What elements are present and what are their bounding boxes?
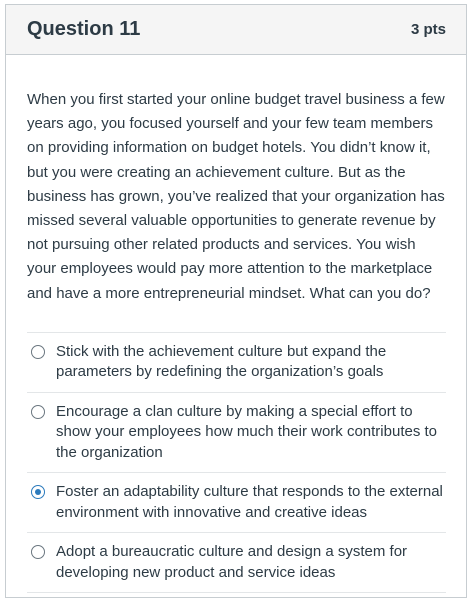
answer-label[interactable]: Adopt a bureaucratic culture and design a system for developing new product and service ideas [56, 543, 408, 581]
answer-label[interactable]: Encourage a clan culture by making a special effort to show your employees how much their work contributes to the organization [56, 402, 438, 461]
question-points: 3 pts [410, 21, 446, 38]
answer-option[interactable] [27, 392, 446, 473]
answer-option[interactable] [27, 332, 446, 392]
answer-label[interactable]: Stick with the achievement culture but expand the parameters by redefining the organization’s goals [56, 342, 387, 381]
radio-button[interactable] [31, 345, 45, 359]
answer-list [27, 332, 446, 594]
answer-option[interactable] [27, 472, 446, 532]
radio-button[interactable] [31, 405, 45, 419]
question-card [5, 4, 467, 598]
question-body [6, 55, 466, 593]
answer-label[interactable]: Foster an adaptability culture that responds to the external environment with innovative and creative ideas [56, 483, 443, 521]
radio-button[interactable] [31, 545, 45, 559]
question-text: When you first started your online budget travel business a few years ago, you focused yourself and your few team members on providing information on budget hotels. You didn’t know it, but you were creating an achievement culture. But as the business has grown, you’ve realized that your organization has missed several valuable opportunities to generate revenue by not pursuing other related products and services. You wish your employees would pay more attention to the marketplace and have a more entrepreneurial mindset. What can you do? [27, 91, 445, 302]
question-header [6, 5, 466, 55]
answer-option[interactable] [27, 532, 446, 593]
question-title: Question 11 [27, 18, 141, 40]
radio-button[interactable] [31, 485, 45, 499]
